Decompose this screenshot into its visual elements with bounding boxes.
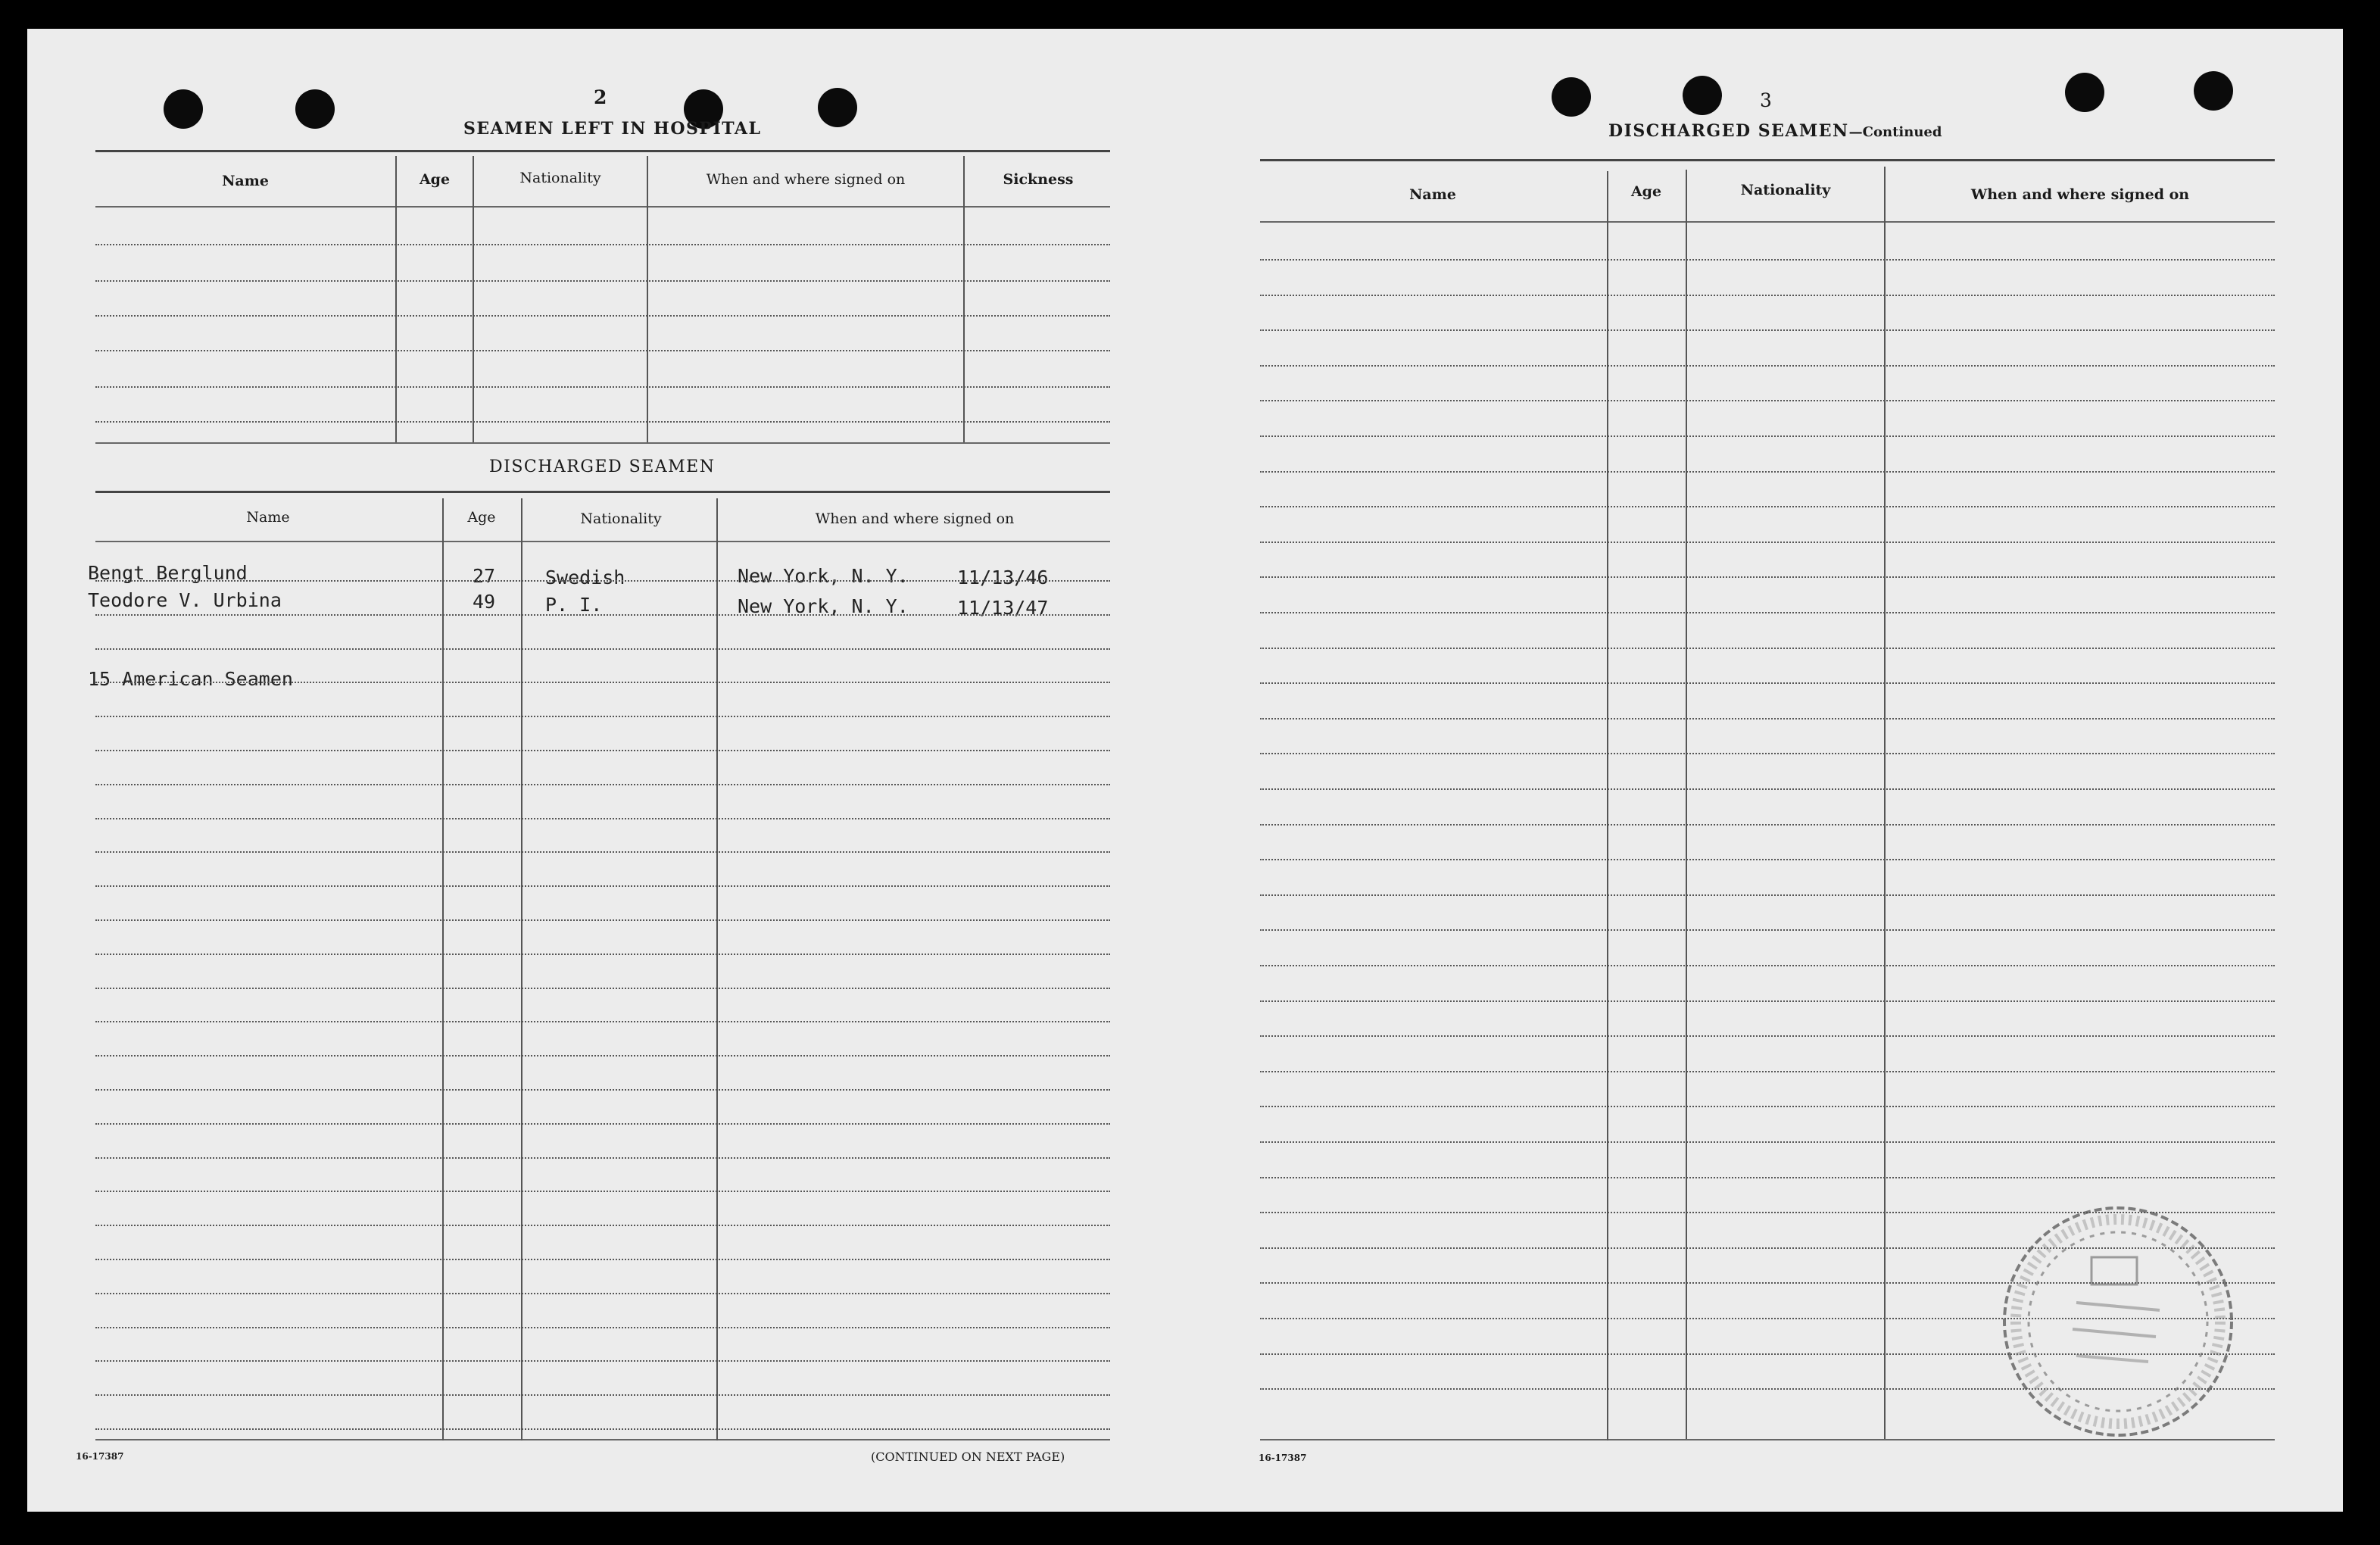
- column-divider: [395, 156, 397, 442]
- row-rule: [95, 1021, 1110, 1022]
- column-divider: [442, 498, 444, 1440]
- column-header-age: Age: [419, 171, 451, 188]
- column-divider: [521, 498, 522, 1440]
- column-divider: [963, 156, 965, 442]
- column-divider: [647, 156, 648, 442]
- seaman-age: 49: [473, 591, 496, 613]
- row-rule: [1260, 894, 2275, 896]
- row-rule: [95, 421, 1110, 423]
- seaman-nationality: P. I.: [545, 594, 603, 616]
- row-rule: [1260, 718, 2275, 719]
- row-rule: [1260, 1106, 2275, 1107]
- row-rule: [1260, 648, 2275, 649]
- row-rule: [95, 1428, 1110, 1430]
- seaman-name: Teodore V. Urbina: [88, 589, 282, 611]
- row-rule: [1260, 859, 2275, 860]
- row-rule: [1260, 400, 2275, 401]
- row-rule: [1260, 435, 2275, 437]
- column-header-nationality: Nationality: [580, 510, 662, 527]
- official-stamp: [1993, 1197, 2243, 1447]
- row-rule: [1260, 1071, 2275, 1072]
- hospital-header-rule: [95, 206, 1110, 208]
- column-header-name: Name: [246, 509, 290, 526]
- form-number: 16-17387: [1259, 1453, 1307, 1463]
- row-rule: [1260, 965, 2275, 966]
- column-header-sickness: Sickness: [1003, 171, 1074, 188]
- row-rule: [1260, 1141, 2275, 1143]
- row-rule: [1260, 1177, 2275, 1178]
- row-rule: [1260, 259, 2275, 261]
- column-divider: [1686, 170, 1687, 1439]
- row-rule: [95, 1360, 1110, 1362]
- row-rule: [95, 1055, 1110, 1057]
- row-rule: [95, 386, 1110, 388]
- row-rule: [1260, 1000, 2275, 1002]
- column-header-signed-on: When and where signed on: [815, 510, 1015, 527]
- column-header-nationality: Nationality: [1740, 182, 1831, 198]
- column-header-signed-on: When and where signed on: [706, 171, 906, 188]
- row-rule: [95, 1225, 1110, 1226]
- column-header-nationality: Nationality: [519, 170, 601, 186]
- row-rule: [95, 954, 1110, 955]
- seaman-age: 27: [473, 565, 496, 587]
- form-number: 16-17387: [76, 1451, 124, 1462]
- row-rule: [95, 1394, 1110, 1396]
- seaman-signed-date: 11/13/47: [957, 597, 1049, 619]
- page-number: 3: [1760, 89, 1772, 111]
- row-rule: [1260, 1035, 2275, 1037]
- discharged-header-rule: [95, 541, 1110, 542]
- column-header-signed-on: When and where signed on: [1970, 186, 2190, 203]
- row-rule: [1260, 295, 2275, 296]
- punch-hole: [1552, 77, 1591, 117]
- row-rule: [1260, 682, 2275, 684]
- seaman-count-note: 15 American Seamen: [88, 668, 293, 690]
- row-rule: [95, 1157, 1110, 1159]
- row-rule: [95, 716, 1110, 717]
- column-header-name: Name: [222, 173, 269, 189]
- row-rule: [95, 1123, 1110, 1125]
- table-bottom-rule: [95, 1439, 1110, 1440]
- row-rule: [95, 784, 1110, 785]
- row-rule: [95, 851, 1110, 853]
- row-rule: [95, 1089, 1110, 1091]
- row-rule: [95, 244, 1110, 245]
- row-rule: [95, 1327, 1110, 1328]
- column-divider: [1884, 167, 1886, 1439]
- discharged-continued-title: [1608, 121, 1942, 141]
- column-divider: [716, 498, 718, 1440]
- punch-hole: [1683, 76, 1722, 115]
- punch-hole: [2194, 71, 2233, 111]
- row-rule: [1260, 576, 2275, 578]
- row-rule: [95, 1191, 1110, 1192]
- right-header-rule: [1260, 221, 2275, 223]
- hospital-table-bottom-rule: [95, 442, 1110, 444]
- row-rule: [95, 614, 1110, 616]
- seaman-nationality: Swedish: [545, 566, 625, 588]
- discharged-table-top-rule: [95, 491, 1110, 493]
- row-rule: [1260, 329, 2275, 331]
- punch-hole: [164, 89, 203, 129]
- row-rule: [95, 988, 1110, 989]
- row-rule: [95, 280, 1110, 282]
- row-rule: [95, 350, 1110, 351]
- row-rule: [1260, 542, 2275, 543]
- punch-hole: [2065, 73, 2104, 112]
- row-rule: [95, 818, 1110, 819]
- seaman-signed-date: 11/13/46: [957, 566, 1049, 588]
- row-rule: [95, 648, 1110, 650]
- hospital-section-title: SEAMEN LEFT IN HOSPITAL: [463, 119, 762, 139]
- row-rule: [95, 750, 1110, 751]
- row-rule: [1260, 506, 2275, 507]
- discharged-section-title: DISCHARGED SEAMEN: [489, 457, 716, 476]
- column-divider: [1607, 171, 1608, 1440]
- seaman-signed-place: New York, N. Y.: [738, 565, 909, 587]
- page-number: 2: [594, 86, 607, 108]
- hospital-table-top-rule: [95, 150, 1110, 152]
- row-rule: [1260, 365, 2275, 367]
- row-rule: [1260, 471, 2275, 473]
- seaman-name: Bengt Berglund: [88, 562, 248, 584]
- row-rule: [95, 919, 1110, 921]
- continued-note: (CONTINUED ON NEXT PAGE): [871, 1450, 1065, 1464]
- row-rule: [95, 1293, 1110, 1294]
- punch-hole: [818, 88, 857, 127]
- row-rule: [95, 315, 1110, 317]
- row-rule: [1260, 612, 2275, 613]
- column-divider: [473, 156, 474, 442]
- row-rule: [1260, 824, 2275, 826]
- seaman-signed-place: New York, N. Y.: [738, 595, 909, 617]
- punch-hole: [295, 89, 335, 129]
- row-rule: [95, 885, 1110, 887]
- column-header-age: Age: [1630, 183, 1662, 200]
- row-rule: [1260, 788, 2275, 790]
- title-suffix: —Continued: [1848, 124, 1942, 140]
- row-rule: [1260, 929, 2275, 931]
- row-rule: [1260, 753, 2275, 754]
- column-header-name: Name: [1409, 186, 1456, 203]
- row-rule: [95, 1259, 1110, 1260]
- column-header-age: Age: [467, 509, 496, 526]
- row-rule: [95, 682, 1110, 683]
- title-main: DISCHARGED SEAMEN: [1608, 121, 1849, 141]
- row-rule: [95, 580, 1110, 582]
- right-table-top-rule: [1260, 159, 2275, 161]
